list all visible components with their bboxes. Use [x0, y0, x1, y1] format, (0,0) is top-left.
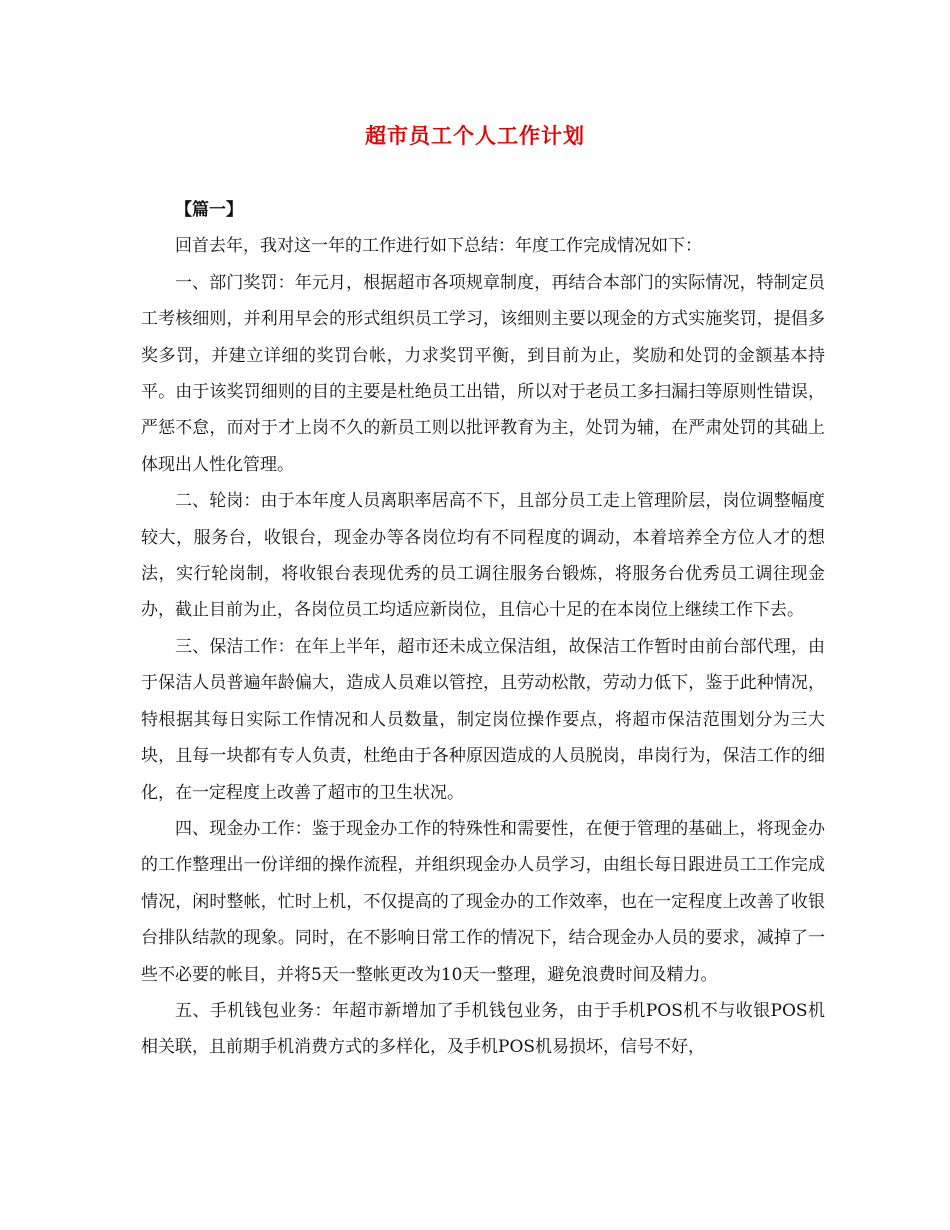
document-body	[141, 192, 825, 1066]
paragraph-cleaning-work: 三、保洁工作：在年上半年，超市还未成立保洁组，故保洁工作暂时由前台部代理，由于保洁人员普遍年龄偏大，造成人员难以管控，且劳动松散，劳动力低下，鉴于此种情况，特根据其每日实际工作情况和人员数量，制定岗位操作要点，将超市保洁范围划分为三大块，且每一块都有专人负责，杜绝由于各种原因造成的人员脱岗，串岗行为，保洁工作的细化，在一定程度上改善了超市的卫生状况。	[141, 636, 825, 803]
paragraph-mobile-wallet: 五、手机钱包业务：年超市新增加了手机钱包业务，由于手机POS机不与收银POS机相关联，且前期手机消费方式的多样化，及手机POS机易损坏，信号不好，	[141, 1000, 825, 1058]
paragraph-department-rewards: 一、部门奖罚：年元月，根据超市各项规章制度，再结合本部门的实际情况，特制定员工考核细则，并利用早会的形式组织员工学习，该细则主要以现金的方式实施奖罚，提倡多奖多罚，并建立详细的奖罚台帐，力求奖罚平衡，到目前为止，奖励和处罚的金额基本持平。由于该奖罚细则的目的主要是杜绝员工出错，所以对于老员工多扫漏扫等原则性错误，严惩不怠，而对于才上岗不久的新员工则以批评教育为主，处罚为辅，在严肃处罚的其础上体现出人性化管理。	[141, 272, 825, 475]
document-title: 超市员工个人工作计划	[365, 123, 585, 148]
paragraph-cash-office: 四、现金办工作：鉴于现金办工作的特殊性和需要性，在便于管理的基础上，将现金办的工作整理出一份详细的操作流程，并组织现金办人员学习，由组长每日跟进员工工作完成情况，闲时整帐，忙时上机，不仅提高的了现金办的工作效率，也在一定程度上改善了收银台排队结款的现象。同时，在不影响日常工作的情况下，结合现金办人员的要求，减掉了一些不必要的帐目，并将5天一整帐更改为10天一整理，避免浪费时间及精力。	[141, 818, 825, 985]
section-label: 【篇一】	[175, 200, 243, 220]
paragraph-job-rotation: 二、轮岗：由于本年度人员离职率居高不下，且部分员工走上管理阶层，岗位调整幅度较大，服务台，收银台，现金办等各岗位均有不同程度的调动，本着培养全方位人才的想法，实行轮岗制，将收银台表现优秀的员工调往服务台锻炼，将服务台优秀员工调往现金办，截止目前为止，各岗位员工均适应新岗位，且信心十足的在本岗位上继续工作下去。	[141, 491, 825, 621]
intro-paragraph: 回首去年，我对这一年的工作进行如下总结：年度工作完成情况如下：	[175, 236, 702, 257]
